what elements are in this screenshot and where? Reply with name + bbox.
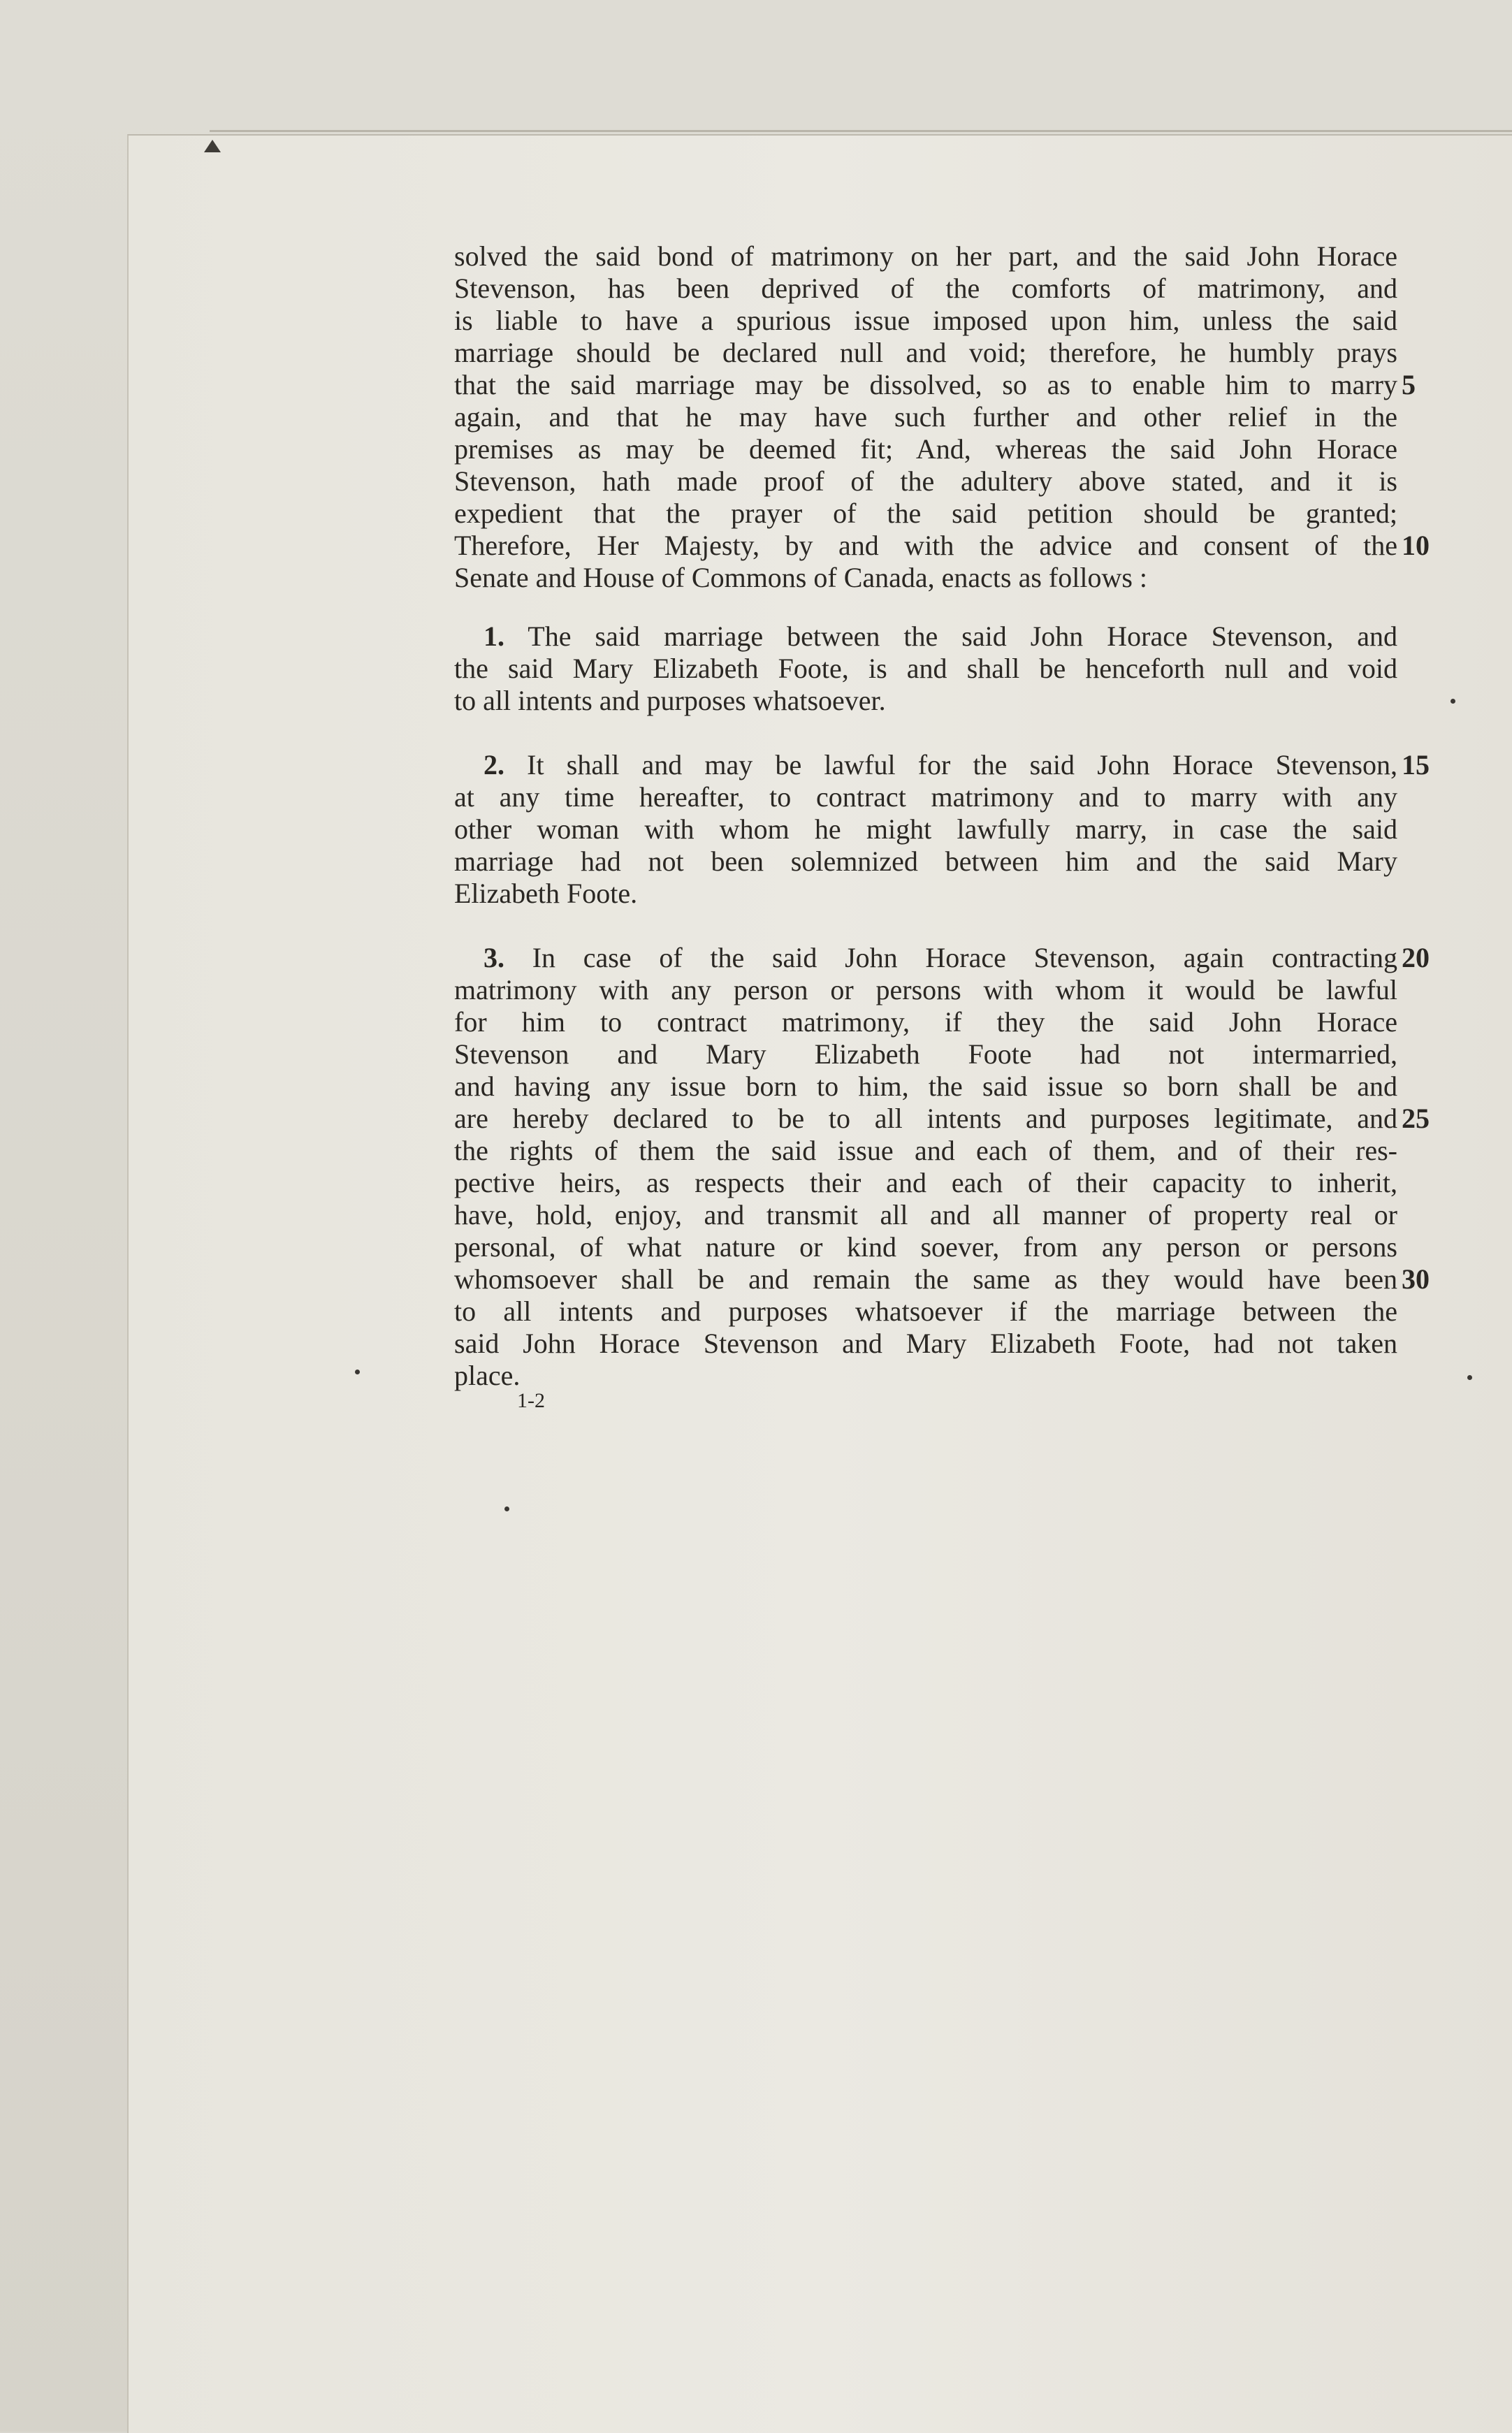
section-3-line: pective heirs, as respects their and each of their capacity to inherit, (454, 1167, 1397, 1198)
section-1-line: to all intents and purposes whatsoever. (454, 685, 886, 716)
margin-line-number: 10 (1402, 530, 1430, 561)
section-text: In case of the said John Horace Stevenson, again contracting (532, 942, 1398, 973)
section-3-line: said John Horace Stevenson and Mary Elizabeth Foote, had not taken (454, 1328, 1397, 1359)
section-3-line: have, hold, enjoy, and transmit all and all manner of property real or (454, 1199, 1397, 1230)
preamble-line: is liable to have a spurious issue imposed upon him, unless the said (454, 305, 1397, 336)
section-3-line: personal, of what nature or kind soever, from any person or persons (454, 1231, 1397, 1263)
preamble-line: solved the said bond of matrimony on her part, and the said John Horace (454, 240, 1397, 272)
preamble-line: Senate and House of Commons of Canada, enacts as follows : (454, 562, 1148, 593)
section-3-line: are hereby declared to be to all intents and purposes legitimate, and (454, 1103, 1397, 1134)
preamble-line: that the said marriage may be dissolved, so as to enable him to marry (454, 369, 1397, 400)
preamble-line: again, and that he may have such further and other relief in the (454, 401, 1397, 433)
section-2-line (454, 749, 1397, 781)
preamble-line: Stevenson, has been deprived of the comforts of matrimony, and (454, 273, 1397, 304)
section-3-line: to all intents and purposes whatsoever if the marriage between the (454, 1295, 1397, 1327)
margin-line-number: 15 (1402, 749, 1430, 780)
section-3-line: Stevenson and Mary Elizabeth Foote had not intermarried, (454, 1038, 1397, 1070)
section-3-line (454, 942, 1397, 974)
margin-line-number: 30 (1402, 1263, 1430, 1295)
preamble-line: premises as may be deemed fit; And, whereas the said John Horace (454, 433, 1397, 465)
section-3-line: matrimony with any person or persons with whom it would be lawful (454, 974, 1397, 1005)
section-2-line: at any time hereafter, to contract matrimony and to marry with any (454, 781, 1397, 813)
corner-triangle-icon (204, 140, 221, 152)
preamble-line: expedient that the prayer of the said petition should be granted; (454, 498, 1397, 529)
signature-mark: 1-2 (517, 1389, 545, 1412)
margin-line-number: 25 (1402, 1103, 1430, 1134)
section-number: 1. (484, 620, 504, 652)
preamble-line: Therefore, Her Majesty, by and with the advice and consent of the (454, 530, 1397, 561)
sheet-top-edge (210, 130, 1512, 132)
section-2-line: marriage had not been solemnized between him and the said Mary (454, 845, 1397, 877)
section-3-line: the rights of them the said issue and each of them, and of their res- (454, 1135, 1397, 1166)
section-3-line: for him to contract matrimony, if they the said John Horace (454, 1006, 1397, 1038)
preamble-line: Stevenson, hath made proof of the adultery above stated, and it is (454, 465, 1397, 497)
section-2-line: Elizabeth Foote. (454, 878, 638, 909)
section-3-line: place. (454, 1360, 521, 1391)
preamble-line: marriage should be declared null and void; therefore, he humbly prays (454, 337, 1397, 368)
section-1-line: the said Mary Elizabeth Foote, is and shall be henceforth null and void (454, 653, 1397, 684)
section-text: It shall and may be lawful for the said John Horace Stevenson, (527, 749, 1398, 780)
scan-speck (504, 1506, 509, 1511)
section-1-line (454, 620, 1397, 653)
scan-speck (1451, 699, 1455, 704)
section-number: 3. (484, 942, 504, 973)
margin-line-number: 5 (1402, 369, 1416, 400)
section-2-line: other woman with whom he might lawfully marry, in case the said (454, 813, 1397, 845)
section-3-line: and having any issue born to him, the said issue so born shall be and (454, 1070, 1397, 1102)
section-text: The said marriage between the said John Horace Stevenson, and (528, 620, 1397, 652)
scan-speck (355, 1370, 360, 1374)
scan-speck (1467, 1375, 1472, 1380)
margin-line-number: 20 (1402, 942, 1430, 973)
section-number: 2. (484, 749, 504, 780)
section-3-line: whomsoever shall be and remain the same as they would have been (454, 1263, 1397, 1295)
